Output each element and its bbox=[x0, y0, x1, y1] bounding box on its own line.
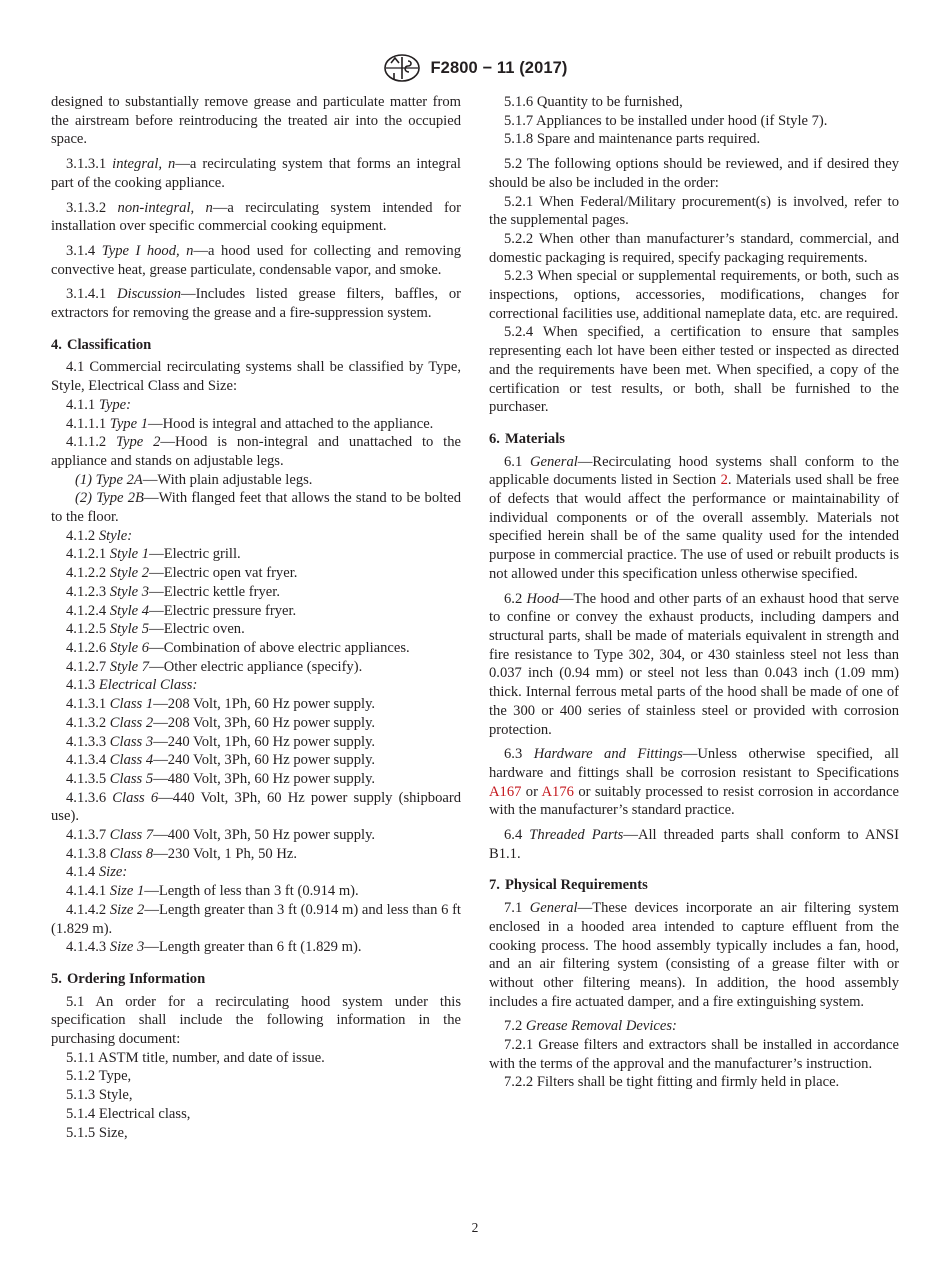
paragraph-3-1-3-2: 3.1.3.2 non-integral, n—a recirculating system intended for installation over specific commercial cooking equipment. bbox=[51, 199, 461, 235]
paragraph-5-2-2: 5.2.2 When other than manufacturer’s standard, commercial, and domestic packaging is required, specify packaging requirements. bbox=[489, 230, 899, 266]
list-item: 5.1.8 Spare and maintenance parts required. bbox=[504, 131, 761, 148]
paragraph-3-1-4-1: 3.1.4.1 Discussion—Includes listed grease filters, baffles, or extractors for removing the grease and a fire-suppression system. bbox=[51, 286, 461, 322]
section-2-link[interactable]: 2 bbox=[720, 472, 728, 489]
paragraph-5-2-4: 5.2.4 When specified, a certification to ensure that samples representing each lot have been either tested or inspected as directed and the requirements have been met. When specified, a copy of the certification or test results, or both, shall be furnished to the purchaser. bbox=[489, 324, 899, 416]
paragraph-7-2-2: 7.2.2 Filters shall be tight fitting and firmly held in place. bbox=[504, 1074, 840, 1091]
list-item: 4.1.3.8 Class 8—230 Volt, 1 Ph, 50 Hz. bbox=[66, 845, 297, 862]
list-item: 4.1.2.7 Style 7—Other electric appliance (specify). bbox=[66, 658, 363, 675]
paragraph-type-2a: (1) Type 2A—With plain adjustable legs. bbox=[75, 471, 313, 488]
list-item: 4.1.2.2 Style 2—Electric open vat fryer. bbox=[66, 565, 298, 582]
left-column bbox=[51, 93, 461, 1142]
paragraph-5-2: 5.2 The following options should be reviewed, and if desired they should be also be included in the order: bbox=[489, 156, 899, 191]
paragraph-3-1-3-1: 3.1.3.1 integral, n—a recirculating system that forms an integral part of the cooking appliance. bbox=[51, 156, 461, 191]
paragraph-3-1-4: 3.1.4 Type I hood, n—a hood used for collecting and removing convective heat, grease particulate, condensable vapor, and smoke. bbox=[51, 242, 461, 278]
astm-logo-icon bbox=[382, 53, 422, 83]
right-column bbox=[489, 93, 899, 1092]
paragraph-7-2-1: 7.2.1 Grease filters and extractors shall be installed in accordance with the terms of the approval and the manufacturer’s instruction. bbox=[489, 1037, 900, 1072]
list-item: 4.1.3.4 Class 4—240 Volt, 3Ph, 60 Hz power supply. bbox=[66, 752, 376, 769]
list-item: 4.1.3.2 Class 2—208 Volt, 3Ph, 60 Hz power supply. bbox=[66, 714, 376, 731]
section-heading-classification: 4. Classification bbox=[51, 336, 152, 353]
list-item: 4.1.2.1 Style 1—Electric grill. bbox=[66, 546, 241, 563]
list-item: 5.1.1 ASTM title, number, and date of issue. bbox=[66, 1049, 325, 1066]
list-item: 4.1.2.3 Style 3—Electric kettle fryer. bbox=[66, 583, 280, 600]
a176-link[interactable]: A176 bbox=[541, 783, 574, 800]
paragraph-type-2b: (2) Type 2B—With flanged feet that allows the stand to be bolted to the floor. bbox=[51, 490, 461, 526]
list-item: 5.1.5 Size, bbox=[66, 1124, 128, 1141]
list-item: 5.1.6 Quantity to be furnished, bbox=[504, 94, 683, 110]
section-heading-materials: 6. Materials bbox=[489, 430, 565, 447]
paragraph-5-2-1: 5.2.1 When Federal/Military procurement(s) is involved, refer to the supplemental pages. bbox=[489, 193, 899, 229]
list-item: 5.1.3 Style, bbox=[66, 1087, 133, 1104]
list-item: 4.1.2.5 Style 5—Electric oven. bbox=[66, 621, 245, 638]
paragraph-4-1: 4.1 Commercial recirculating systems shall be classified by Type, Style, Electrical Class and Size: bbox=[51, 359, 461, 395]
paragraph-4-1-1-2: 4.1.1.2 Type 2—Hood is non-integral and unattached to the appliance and stands on adjustable legs. bbox=[51, 434, 461, 469]
paragraph-6-1: 6.1 General—Recirculating hood systems shall conform to the applicable documents listed in Section 2. Materials used shall be free of defects that would affect the performance or maintainability of individual components or of the overall assembly. Materials not specified herein shall be of the same quality used for the intended purpose in commercial practice. The use of used or rebuilt products is not allowed under this specification unless otherwise specified. bbox=[489, 453, 899, 582]
list-item: 4.1.3.1 Class 1—208 Volt, 1Ph, 60 Hz power supply. bbox=[66, 696, 376, 713]
list-item: 4.1.3.3 Class 3—240 Volt, 1Ph, 60 Hz power supply. bbox=[66, 733, 376, 750]
section-heading-ordering-information: 5. Ordering Information bbox=[51, 970, 206, 987]
page-number: 2 bbox=[471, 1220, 479, 1235]
paragraph-7-2: 7.2 Grease Removal Devices: bbox=[504, 1018, 677, 1035]
document-designation: F2800 − 11 (2017) bbox=[430, 58, 568, 77]
paragraph-4-1-4: 4.1.4 Size: bbox=[66, 864, 128, 881]
page-header bbox=[0, 51, 950, 85]
list-item: 4.1.2.6 Style 6—Combination of above electric appliances. bbox=[66, 639, 410, 656]
paragraph-7-1: 7.1 General—These devices incorporate an air filtering system enclosed in a hooded area intended to capture effluent from the cooking process. The hood assembly typically includes a fan, hood, and an air filtering system (consisting of a grease filter with or without other filtering means). In addition, the hood assembly includes a fire actuated damper, and a fire extinguishing system. bbox=[489, 900, 899, 1010]
paragraph-4-1-2: 4.1.2 Style: bbox=[66, 527, 133, 544]
paragraph-5-2-3: 5.2.3 When special or supplemental requirements, or both, such as inspections, options, accessories, modifications, changes for correctional facilities use, additional nameplate data, etc. are required. bbox=[489, 268, 899, 322]
paragraph-4-1-1-1: 4.1.1.1 Type 1—Hood is integral and attached to the appliance. bbox=[66, 415, 434, 432]
list-item: 4.1.3.5 Class 5—480 Volt, 3Ph, 60 Hz power supply. bbox=[66, 770, 376, 787]
list-item: 5.1.7 Appliances to be installed under hood (if Style 7). bbox=[504, 112, 828, 129]
list-item: 4.1.4.2 Size 2—Length greater than 3 ft (0.914 m) and less than 6 ft (1.829 m). bbox=[51, 901, 461, 937]
list-item: 5.1.4 Electrical class, bbox=[66, 1105, 191, 1122]
list-item: 4.1.3.7 Class 7—400 Volt, 3Ph, 50 Hz power supply. bbox=[66, 827, 376, 844]
paragraph-5-1: 5.1 An order for a recirculating hood system under this specification shall include the following information in the purchasing document: bbox=[51, 993, 461, 1048]
paragraph-continued: designed to substantially remove grease and particulate matter from the airstream before reintroducing the treated air into the occupied space. bbox=[51, 94, 461, 148]
list-item: 4.1.4.3 Size 3—Length greater than 6 ft (1.829 m). bbox=[66, 939, 362, 956]
paragraph-6-3: 6.3 Hardware and Fittings—Unless otherwise specified, all hardware and fittings shall be corrosion resistant to Specifications A167 or A176 or suitably processed to resist corrosion in accordance with the manufacturer’s standard practice. bbox=[489, 746, 899, 819]
paragraph-6-2: 6.2 Hood—The hood and other parts of an exhaust hood that serve to confine or convey the exhaust products, including dampers and structural parts, shall be made of materials equivalent in strength and fire resistance to Type 302, 304, or 430 stainless steel not less than 0.037 inch (0.94 mm) or steel not less than 0.043 inch (1.09 mm) thick. Internal ferrous metal parts of the hood shall be made of one of the 300 or 400 series of stainless steel or provided with corrosion protection. bbox=[489, 590, 899, 738]
paragraph-4-1-3: 4.1.3 Electrical Class: bbox=[66, 677, 198, 694]
list-item: 4.1.2.4 Style 4—Electric pressure fryer. bbox=[66, 602, 297, 619]
paragraph-4-1-1: 4.1.1 Type: bbox=[66, 396, 131, 413]
section-heading-physical-requirements: 7. Physical Requirements bbox=[489, 877, 648, 894]
a167-link[interactable]: A167 bbox=[489, 783, 522, 800]
list-item: 5.1.2 Type, bbox=[66, 1068, 132, 1085]
list-item: 4.1.4.1 Size 1—Length of less than 3 ft (0.914 m). bbox=[66, 883, 359, 900]
paragraph-6-4: 6.4 Threaded Parts—All threaded parts shall conform to ANSI B1.1. bbox=[489, 827, 900, 862]
list-item: 4.1.3.6 Class 6—440 Volt, 3Ph, 60 Hz power supply (shipboard use). bbox=[51, 789, 461, 825]
